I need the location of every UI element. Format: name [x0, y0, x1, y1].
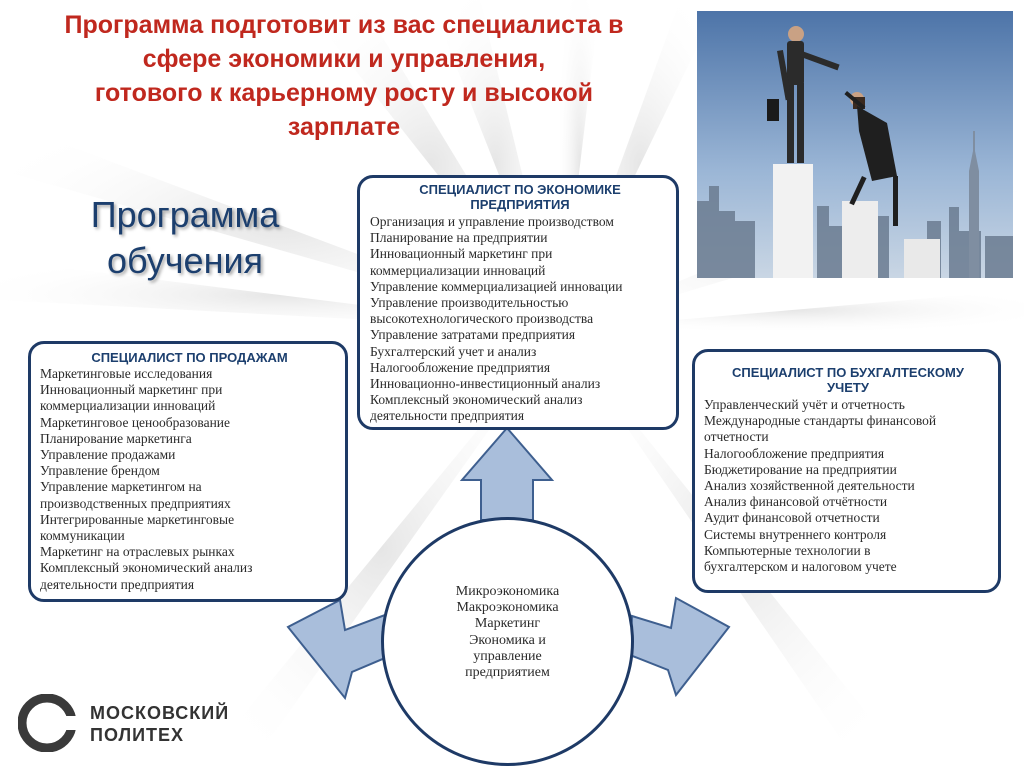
list-item: Управление затратами предприятия — [370, 327, 576, 343]
accounting-box-title — [704, 365, 992, 395]
list-item: коммерциализации инноваций — [370, 262, 546, 278]
list-item: Комплексный экономический анализ — [370, 392, 583, 408]
sales-box-title: СПЕЦИАЛИСТ ПО ПРОДАЖАМ — [91, 350, 288, 365]
list-item: Бюджетирование на предприятии — [704, 461, 897, 477]
list-item: Управленческий учёт и отчетность — [704, 397, 905, 412]
list-item: Системы внутреннего контроля — [704, 526, 887, 542]
list-item: Маркетинговое ценообразование — [40, 414, 231, 430]
list-item: деятельности предприятия — [370, 408, 525, 424]
list-item: Микроэкономика — [455, 583, 560, 599]
list-item: Инновационно-инвестиционный анализ — [370, 376, 601, 392]
list-item: Маркетинг — [474, 616, 541, 632]
moscow-polytech-logo-icon — [18, 694, 76, 752]
headline-line-3: готового к карьерному росту и высокой — [94, 79, 594, 107]
sales-course-list — [40, 366, 339, 593]
list-item: Инновационный маркетинг при — [370, 246, 553, 262]
arrow-left-icon — [288, 600, 392, 698]
list-item: Маркетинг на отраслевых рынках — [40, 544, 235, 560]
economics-box-title — [370, 182, 670, 212]
program-title-line-2: обучения — [106, 240, 264, 281]
list-item: Налогообложение предприятия — [704, 445, 885, 461]
list-item: отчетности — [704, 429, 769, 445]
logo-line-1: МОСКОВСКИЙ — [90, 703, 230, 723]
accounting-title-line-1: СПЕЦИАЛИСТ ПО БУХГАЛТЕСКОМУ — [732, 365, 964, 380]
core-subjects-circle — [381, 517, 634, 766]
economics-course-list — [370, 214, 670, 425]
list-item: Международные стандарты финансовой — [704, 413, 937, 429]
core-subjects-list — [456, 584, 559, 681]
list-item: Анализ хозяйственной деятельности — [704, 478, 915, 494]
list-item: Анализ финансовой отчётности — [704, 494, 888, 510]
list-item: Маркетинговые исследования — [40, 366, 213, 381]
logo-line-2: ПОЛИТЕХ — [90, 725, 185, 745]
list-item: Планирование маркетинга — [40, 430, 192, 446]
list-item: Организация и управление производством — [370, 214, 614, 229]
list-item: Интегрированные маркетинговые — [40, 511, 235, 527]
list-item: Управление производительностью — [370, 295, 569, 311]
list-item: предприятием — [465, 664, 550, 680]
list-item: Бухгалтерский учет и анализ — [370, 343, 537, 359]
list-item: деятельности предприятия — [40, 576, 195, 592]
list-item: производственных предприятиях — [40, 495, 231, 511]
list-item: Управление брендом — [40, 463, 160, 479]
list-item: коммерциализации инноваций — [40, 398, 216, 414]
list-item: Планирование на предприятии — [370, 230, 548, 246]
list-item: управление — [473, 648, 542, 664]
list-item: Инновационный маркетинг при — [40, 382, 223, 398]
accounting-title-line-2: УЧЕТУ — [827, 380, 869, 395]
list-item: Экономика и — [469, 632, 546, 648]
list-item: Налогообложение предприятия — [370, 359, 551, 375]
arrow-up-icon — [462, 428, 552, 520]
list-item: бухгалтерском и налоговом учете — [704, 559, 897, 575]
arrow-right-icon — [630, 598, 729, 695]
economics-title-line-1: СПЕЦИАЛИСТ ПО ЭКОНОМИКЕ — [419, 182, 621, 197]
economics-title-line-2: ПРЕДПРИЯТИЯ — [470, 197, 570, 212]
moscow-polytech-logo — [18, 694, 248, 756]
headline — [14, 8, 674, 144]
list-item: Аудит финансовой отчетности — [704, 510, 880, 526]
program-title — [60, 192, 310, 284]
list-item: Управление коммерциализацией инновации — [370, 278, 623, 294]
list-item: высокотехнологического производства — [370, 311, 594, 327]
headline-line-2: сфере экономики и управления, — [142, 45, 546, 73]
accounting-course-list — [704, 397, 992, 575]
accounting-specialist-box — [692, 349, 1001, 593]
headline-line-1: Программа подготовит из вас специалиста в — [64, 11, 624, 39]
sales-specialist-box — [28, 341, 348, 602]
businesspeople-helping-hand-photo — [697, 11, 1013, 278]
headline-line-4: зарплате — [287, 113, 401, 141]
photo-illustration — [697, 11, 1013, 278]
list-item: Управление маркетингом на — [40, 479, 202, 495]
list-item: Компьютерные технологии в — [704, 542, 871, 558]
program-title-line-1: Программа — [90, 194, 280, 235]
list-item: коммуникации — [40, 528, 125, 544]
list-item: Макроэкономика — [456, 600, 559, 616]
list-item: Комплексный экономический анализ — [40, 560, 253, 576]
economics-specialist-box — [357, 175, 679, 430]
logo-text — [90, 702, 229, 746]
list-item: Управление продажами — [40, 447, 176, 463]
